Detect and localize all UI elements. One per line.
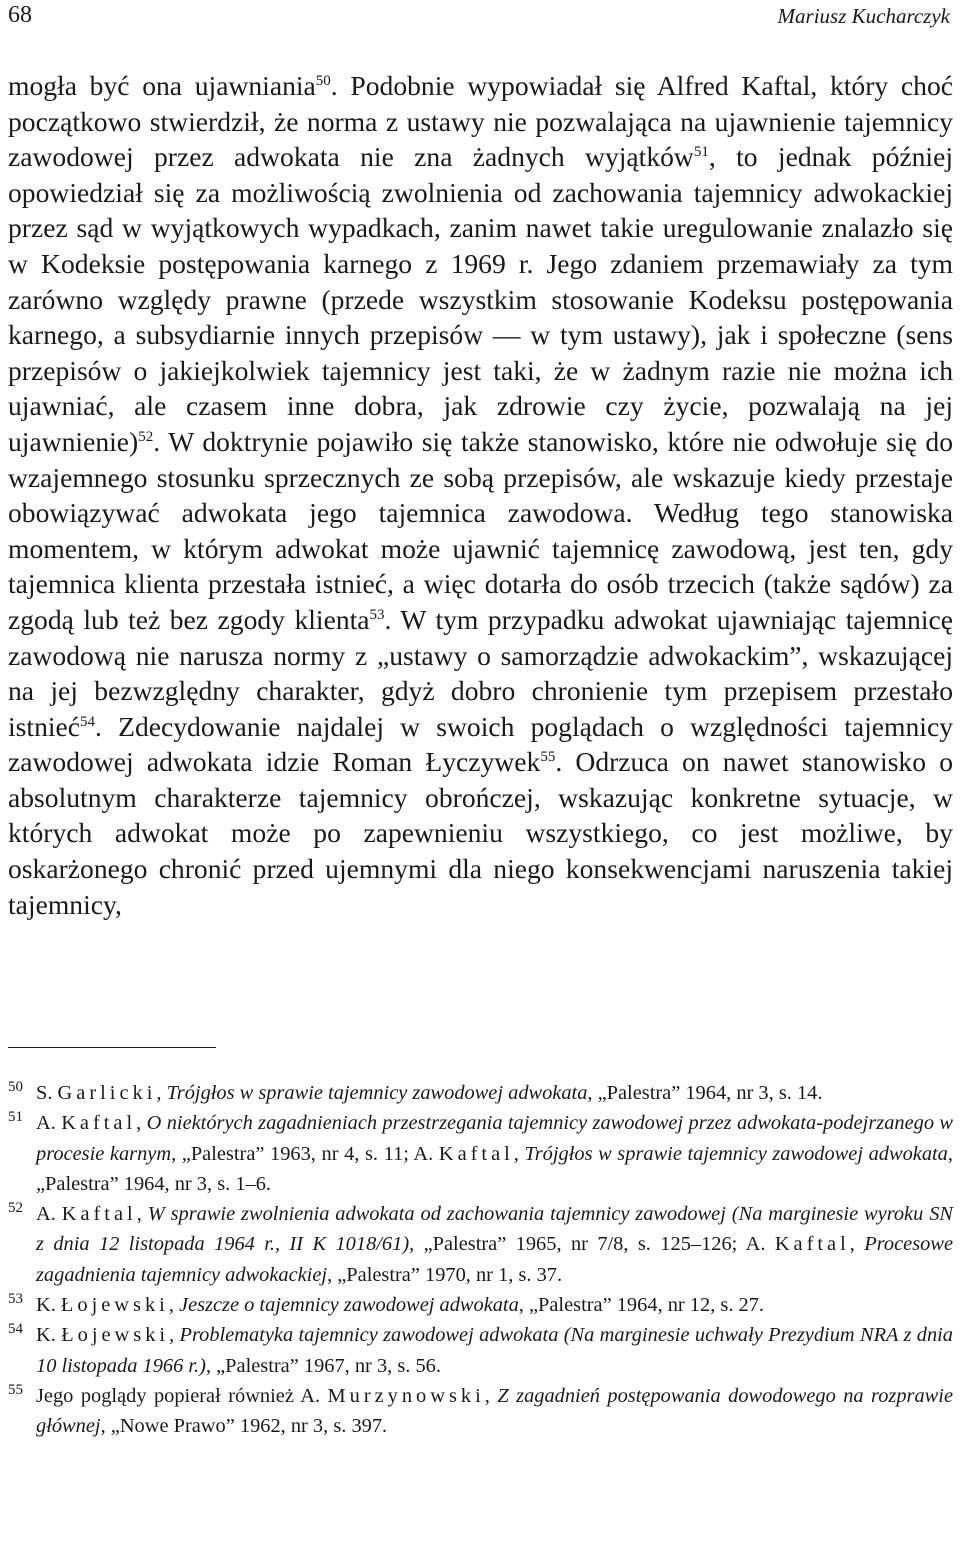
footnote-50 bbox=[8, 1078, 953, 1108]
footnote-text: A. bbox=[36, 1203, 62, 1226]
footnote-text: K. bbox=[36, 1294, 61, 1317]
footnote-text: K. bbox=[36, 1324, 62, 1347]
footnote-ref-51[interactable]: 51 bbox=[693, 144, 709, 160]
footnote-ref-50[interactable]: 50 bbox=[315, 72, 331, 89]
author-name: Kaftal bbox=[438, 1142, 514, 1165]
author-name: Kaftal bbox=[61, 1112, 137, 1135]
footnote-text: , bbox=[168, 1294, 180, 1317]
footnote-number: 50 bbox=[8, 1079, 23, 1095]
work-title: Procesowe zagadnienia tajemnicy adwokackiej bbox=[36, 1233, 953, 1286]
main-text bbox=[8, 68, 953, 922]
text-run: . Podobnie wypowiadał się Alfred Kaftal, który choć początkowo stwierdził, że norma z ustawy nie pozwalająca na ujawnienie tajemnicy zawodowej przez adwokata nie zna żadnych wyjątków bbox=[8, 70, 953, 173]
footnote-text: , bbox=[136, 1112, 147, 1135]
text-run: mogła być ona ujawniania bbox=[8, 70, 316, 101]
work-title: Trójgłos w sprawie tajemnicy zawodowej adwokata bbox=[524, 1142, 948, 1165]
footnotes bbox=[8, 1078, 953, 1442]
footnote-52 bbox=[8, 1199, 953, 1290]
footnote-text: , „Palestra” 1964, nr 3, s. 14. bbox=[587, 1082, 823, 1104]
footnote-number: 53 bbox=[8, 1291, 23, 1308]
footnote-text: , „Palestra” 1970, nr 1, s. 37. bbox=[327, 1263, 563, 1286]
work-title: Z zagadnień postępowania dowodowego na rozprawie głównej bbox=[36, 1384, 953, 1438]
work-title: Problematyka tajemnicy zawodowej adwokata (Na marginesie uchwały Prezydium NRA z dnia 10 listopada 1966 r.) bbox=[36, 1324, 954, 1377]
footnote-text: Jego poglądy popierał również A. bbox=[36, 1384, 328, 1407]
footnote-number: 51 bbox=[8, 1109, 23, 1126]
footnote-text: , „Palestra” 1964, nr 12, s. 27. bbox=[518, 1294, 765, 1317]
footnote-text: , bbox=[156, 1082, 167, 1104]
footnote-53 bbox=[8, 1290, 953, 1320]
footnote-ref-52[interactable]: 52 bbox=[138, 428, 154, 445]
footnote-number: 55 bbox=[8, 1381, 23, 1398]
author-name: Garlicki bbox=[57, 1082, 157, 1104]
work-title: Jeszcze o tajemnicy zawodowej adwokata bbox=[179, 1294, 519, 1317]
footnote-text: , „Palestra” 1967, nr 3, s. 56. bbox=[205, 1354, 441, 1377]
footnote-text: , bbox=[136, 1203, 148, 1226]
footnote-text: , bbox=[169, 1324, 180, 1347]
footnote-ref-54[interactable]: 54 bbox=[80, 713, 96, 730]
text-run: , to jednak później opowiedział się za możliwością zwolnienia od zachowania tajemnicy adwokackiej przez sąd w wyjątkowych wypadkach, zanim nawet takie uregulowanie znalazło się w Kodeksie postępowania karnego z 1969 r. Jego zdaniem przemawiały za tym zarówno względy prawne (przede wszystkim stosowanie Kodeksu postępowania karnego, a subsydiarnie innych przepisów — w tym ustawy), jak i społeczne (sens przepisów o jakiejkolwiek tajemnicy jest taki, że w żadnym razie nie można ich ujawniać, ale czasem inne dobra, jak zdrowie czy życie, pozwalają na jej ujawnienie) bbox=[8, 141, 954, 457]
footnote-55 bbox=[8, 1381, 953, 1442]
footnote-text: , bbox=[849, 1233, 865, 1256]
text-run: . W tym przypadku adwokat ujawniając tajemnicę zawodową nie narusza normy z „ustawy o samorządzie adwokackim”, wskazującej na jej bezwzględny charakter, gdyż dobro chronienie tym przepisem przestało istnieć bbox=[8, 603, 953, 742]
footnote-text: , „Palestra” 1964, nr 3, s. 1–6. bbox=[36, 1142, 953, 1195]
author-name: Kaftal bbox=[61, 1203, 137, 1226]
footnote-text: , bbox=[484, 1384, 498, 1407]
page-header bbox=[8, 0, 950, 34]
author-name: Kaftal bbox=[774, 1233, 850, 1256]
footnote-text: A. bbox=[36, 1112, 62, 1135]
footnote-text: , „Palestra” 1965, nr 7/8, s. 125–126; A. bbox=[409, 1233, 775, 1256]
footnote-separator bbox=[8, 1047, 216, 1048]
footnote-54 bbox=[8, 1320, 953, 1381]
text-run: . Zdecydowanie najdalej w swoich poglądach o względności tajemnicy zawodowej adwokata idzie Roman Łyczywek bbox=[8, 710, 953, 778]
footnote-ref-53[interactable]: 53 bbox=[369, 606, 385, 623]
footnote-text: , „Nowe Prawo” 1962, nr 3, s. 397. bbox=[100, 1415, 388, 1438]
work-title: Trójgłos w sprawie tajemnicy zawodowej adwokata bbox=[166, 1082, 588, 1104]
author-name: Łojewski bbox=[61, 1324, 170, 1347]
text-run: . W doktrynie pojawiło się także stanowisko, które nie odwołuje się do wzajemnego stosunku sprzecznych ze sobą przepisów, ale wskazuje kiedy przestaje obowiązywać adwokata jego tajemnica zawodowa. Według tego stanowiska momentem, w którym adwokat może ujawnić tajemnicę zawodową, jest ten, gdy tajemnica klienta przestała istnieć, a więc dotarła do osób trzecich (także sądów) za zgodą lub też bez zgody klienta bbox=[8, 425, 953, 635]
body-paragraph bbox=[8, 68, 953, 922]
footnote-number: 52 bbox=[8, 1200, 23, 1217]
work-title: W sprawie zwolnienia adwokata od zachowania tajemnicy zawodowej (Na marginesie wyroku SN z dnia 12 listopada 1964 r., II K 1018/61) bbox=[36, 1203, 954, 1256]
work-title: O niektórych zagadnieniach przestrzegania tajemnicy zawodowej przez adwokata-podejrzanego w procesie karnym bbox=[36, 1112, 953, 1165]
footnote-text: , „Palestra” 1963, nr 4, s. 11; A. bbox=[171, 1142, 439, 1165]
page-number: 68 bbox=[8, 2, 32, 28]
footnote-51 bbox=[8, 1108, 953, 1199]
footnote-ref-55[interactable]: 55 bbox=[540, 749, 556, 766]
footnote-text: , bbox=[513, 1142, 525, 1165]
author-name: Murzynowski bbox=[327, 1384, 485, 1407]
footnote-number: 54 bbox=[8, 1321, 23, 1338]
running-head-author: Mariusz Kucharczyk bbox=[777, 4, 950, 28]
author-name: Łojewski bbox=[60, 1294, 169, 1317]
footnote-text: S. bbox=[36, 1082, 58, 1104]
text-run: . Odrzuca on nawet stanowisko o absolutnym charakterze tajemnicy obrończej, wskazując konkretne sytuacje, w których adwokat może po zapewnieniu wszystkiego, co jest możliwe, by oskarżonego chronić przed ujemnymi dla niego konsekwencjami naruszenia takiej tajemnicy, bbox=[8, 746, 953, 920]
